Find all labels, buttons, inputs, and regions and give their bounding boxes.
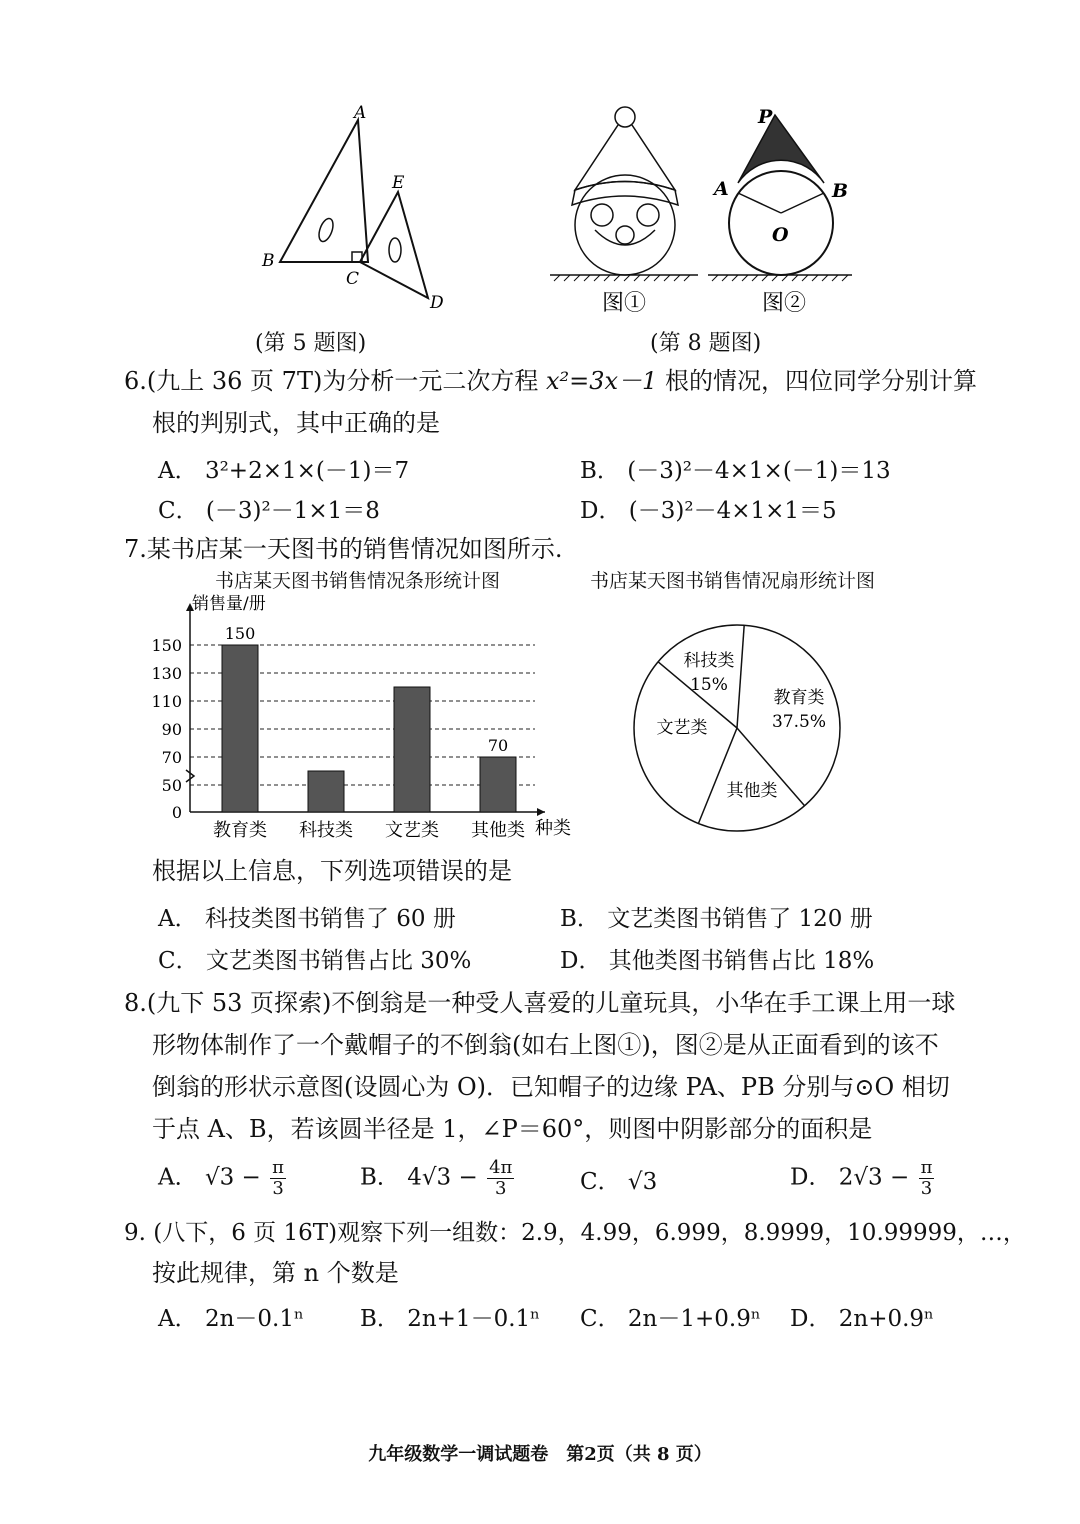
q9-line2: 按此规律，第 n 个数是 <box>152 1259 399 1287</box>
bar-0 <box>222 645 258 812</box>
pie-label: 科技类 <box>683 651 735 671</box>
y-tick-label: 50 <box>161 776 182 795</box>
q9-option-a[interactable]: A． 2n－0.1ⁿ <box>158 1306 304 1332</box>
pie-label: 文艺类 <box>656 718 708 738</box>
label-c: C <box>346 269 360 289</box>
x-axis-arrow <box>537 808 545 816</box>
q7-stem: 7.某书店某一天图书的销售情况如图所示. <box>124 535 563 563</box>
fig8-label-2: 图② <box>762 291 807 316</box>
y-tick-label: 0 <box>171 803 182 822</box>
label-b: B <box>262 251 275 271</box>
x-tick-label: 科技类 <box>299 820 353 841</box>
pie-label: 教育类 <box>773 688 825 708</box>
q8-option-a[interactable]: A． √3 − $\frac{\pi}{3}$ <box>158 1157 284 1199</box>
q7-option-a[interactable]: A． 科技类图书销售了 60 册 <box>158 906 456 932</box>
x-axis-label: 种类 <box>535 818 571 839</box>
bar-1 <box>308 771 344 812</box>
pie-percent-label: 37.5% <box>771 712 827 732</box>
bar-chart <box>150 590 590 855</box>
q9-option-b[interactable]: B． 2n+1－0.1ⁿ <box>360 1306 541 1332</box>
q8-line2: 形物体制作了一个戴帽子的不倒翁(如右上图①)，图②是从正面看到的该不 <box>152 1031 939 1059</box>
bar-3 <box>480 757 516 812</box>
y-tick-label: 130 <box>151 664 182 683</box>
label-a: A <box>354 103 367 123</box>
tumbler-geometry <box>729 115 833 275</box>
q6-option-b[interactable]: B． (－3)²－4×1×(－1)＝13 <box>580 458 891 484</box>
q8-line4: 于点 A、B，若该圆半径是 1，∠P＝60°，则图中阴影部分的面积是 <box>152 1115 873 1143</box>
label-o: O <box>772 224 789 246</box>
q6-option-c[interactable]: C． (－3)²－1×1＝8 <box>158 498 380 524</box>
fig8-caption: (第 8 题图) <box>650 331 762 356</box>
figure-8 <box>540 95 860 330</box>
x-tick-label: 其他类 <box>471 820 525 841</box>
y-tick-label: 90 <box>161 720 182 739</box>
q8-option-c[interactable]: C． √3 <box>580 1169 658 1195</box>
q6-line2: 根的判别式，其中正确的是 <box>152 409 440 437</box>
q7-option-b[interactable]: B． 文艺类图书销售了 120 册 <box>560 906 873 932</box>
triangle-cde <box>360 192 428 298</box>
pie-label: 其他类 <box>726 781 778 801</box>
label-e: E <box>392 173 405 193</box>
q9-line1: 9. (八下，6 页 16T)观察下列一组数：2.9，4.99，6.999，8.9999，10.99999，…， <box>124 1220 1026 1246</box>
fig5-caption: (第 5 题图) <box>255 331 367 356</box>
y-axis-label: 销售量/册 <box>192 594 266 614</box>
bar-value-label: 150 <box>224 624 256 643</box>
q7-after: 根据以上信息，下列选项错误的是 <box>152 857 512 885</box>
label-p: P <box>758 106 773 128</box>
pie-chart-title: 书店某天图书销售情况扇形统计图 <box>590 570 876 592</box>
q8-line1: 8.(九下 53 页探索)不倒翁是一种受人喜爱的儿童玩具，小华在手工课上用一球 <box>124 989 956 1017</box>
y-tick-label: 110 <box>151 692 182 711</box>
figure-5 <box>250 100 460 320</box>
x-tick-label: 文艺类 <box>385 820 439 841</box>
y-tick-label: 70 <box>161 748 182 767</box>
x-tick-label: 教育类 <box>213 820 267 841</box>
pie-percent-label: 15% <box>690 675 728 695</box>
fig8-label-1: 图① <box>602 291 647 316</box>
label-a8: A <box>714 178 729 200</box>
q8-option-b[interactable]: B． 4√3 − $\frac{4\pi}{3}$ <box>360 1157 513 1199</box>
q6-option-d[interactable]: D． (－3)²－4×1×1＝5 <box>580 498 837 524</box>
label-d: D <box>430 293 444 313</box>
q9-option-d[interactable]: D． 2n+0.9ⁿ <box>790 1306 935 1332</box>
q6-option-a[interactable]: A． 3²+2×1×(－1)＝7 <box>158 458 410 484</box>
label-b8: B <box>832 180 849 202</box>
q8-line3: 倒翁的形状示意图(设圆心为 O)．已知帽子的边缘 PA、PB 分别与⊙O 相切 <box>152 1073 950 1101</box>
hole-left <box>316 217 335 244</box>
bar-chart-title: 书店某天图书销售情况条形统计图 <box>215 570 501 592</box>
q8-option-d[interactable]: D． 2√3 − $\frac{\pi}{3}$ <box>790 1157 933 1199</box>
bar-2 <box>394 687 430 812</box>
q6-line1: 6.(九上 36 页 7T)为分析一元二次方程 x²=3x－1 根的情况，四位同学分别计算 <box>124 367 977 395</box>
tumbler-drawing <box>572 107 678 275</box>
q7-option-d[interactable]: D． 其他类图书销售占比 18% <box>560 948 875 974</box>
q7-option-c[interactable]: C． 文艺类图书销售占比 30% <box>158 948 472 974</box>
y-tick-label: 150 <box>151 636 182 655</box>
q9-option-c[interactable]: C． 2n－1+0.9ⁿ <box>580 1306 761 1332</box>
hole-right <box>389 238 401 262</box>
page-footer: 九年级数学一调试题卷 第2页（共 8 页） <box>368 1444 712 1465</box>
bar-value-label: 70 <box>487 736 509 755</box>
pie-chart <box>620 615 860 845</box>
